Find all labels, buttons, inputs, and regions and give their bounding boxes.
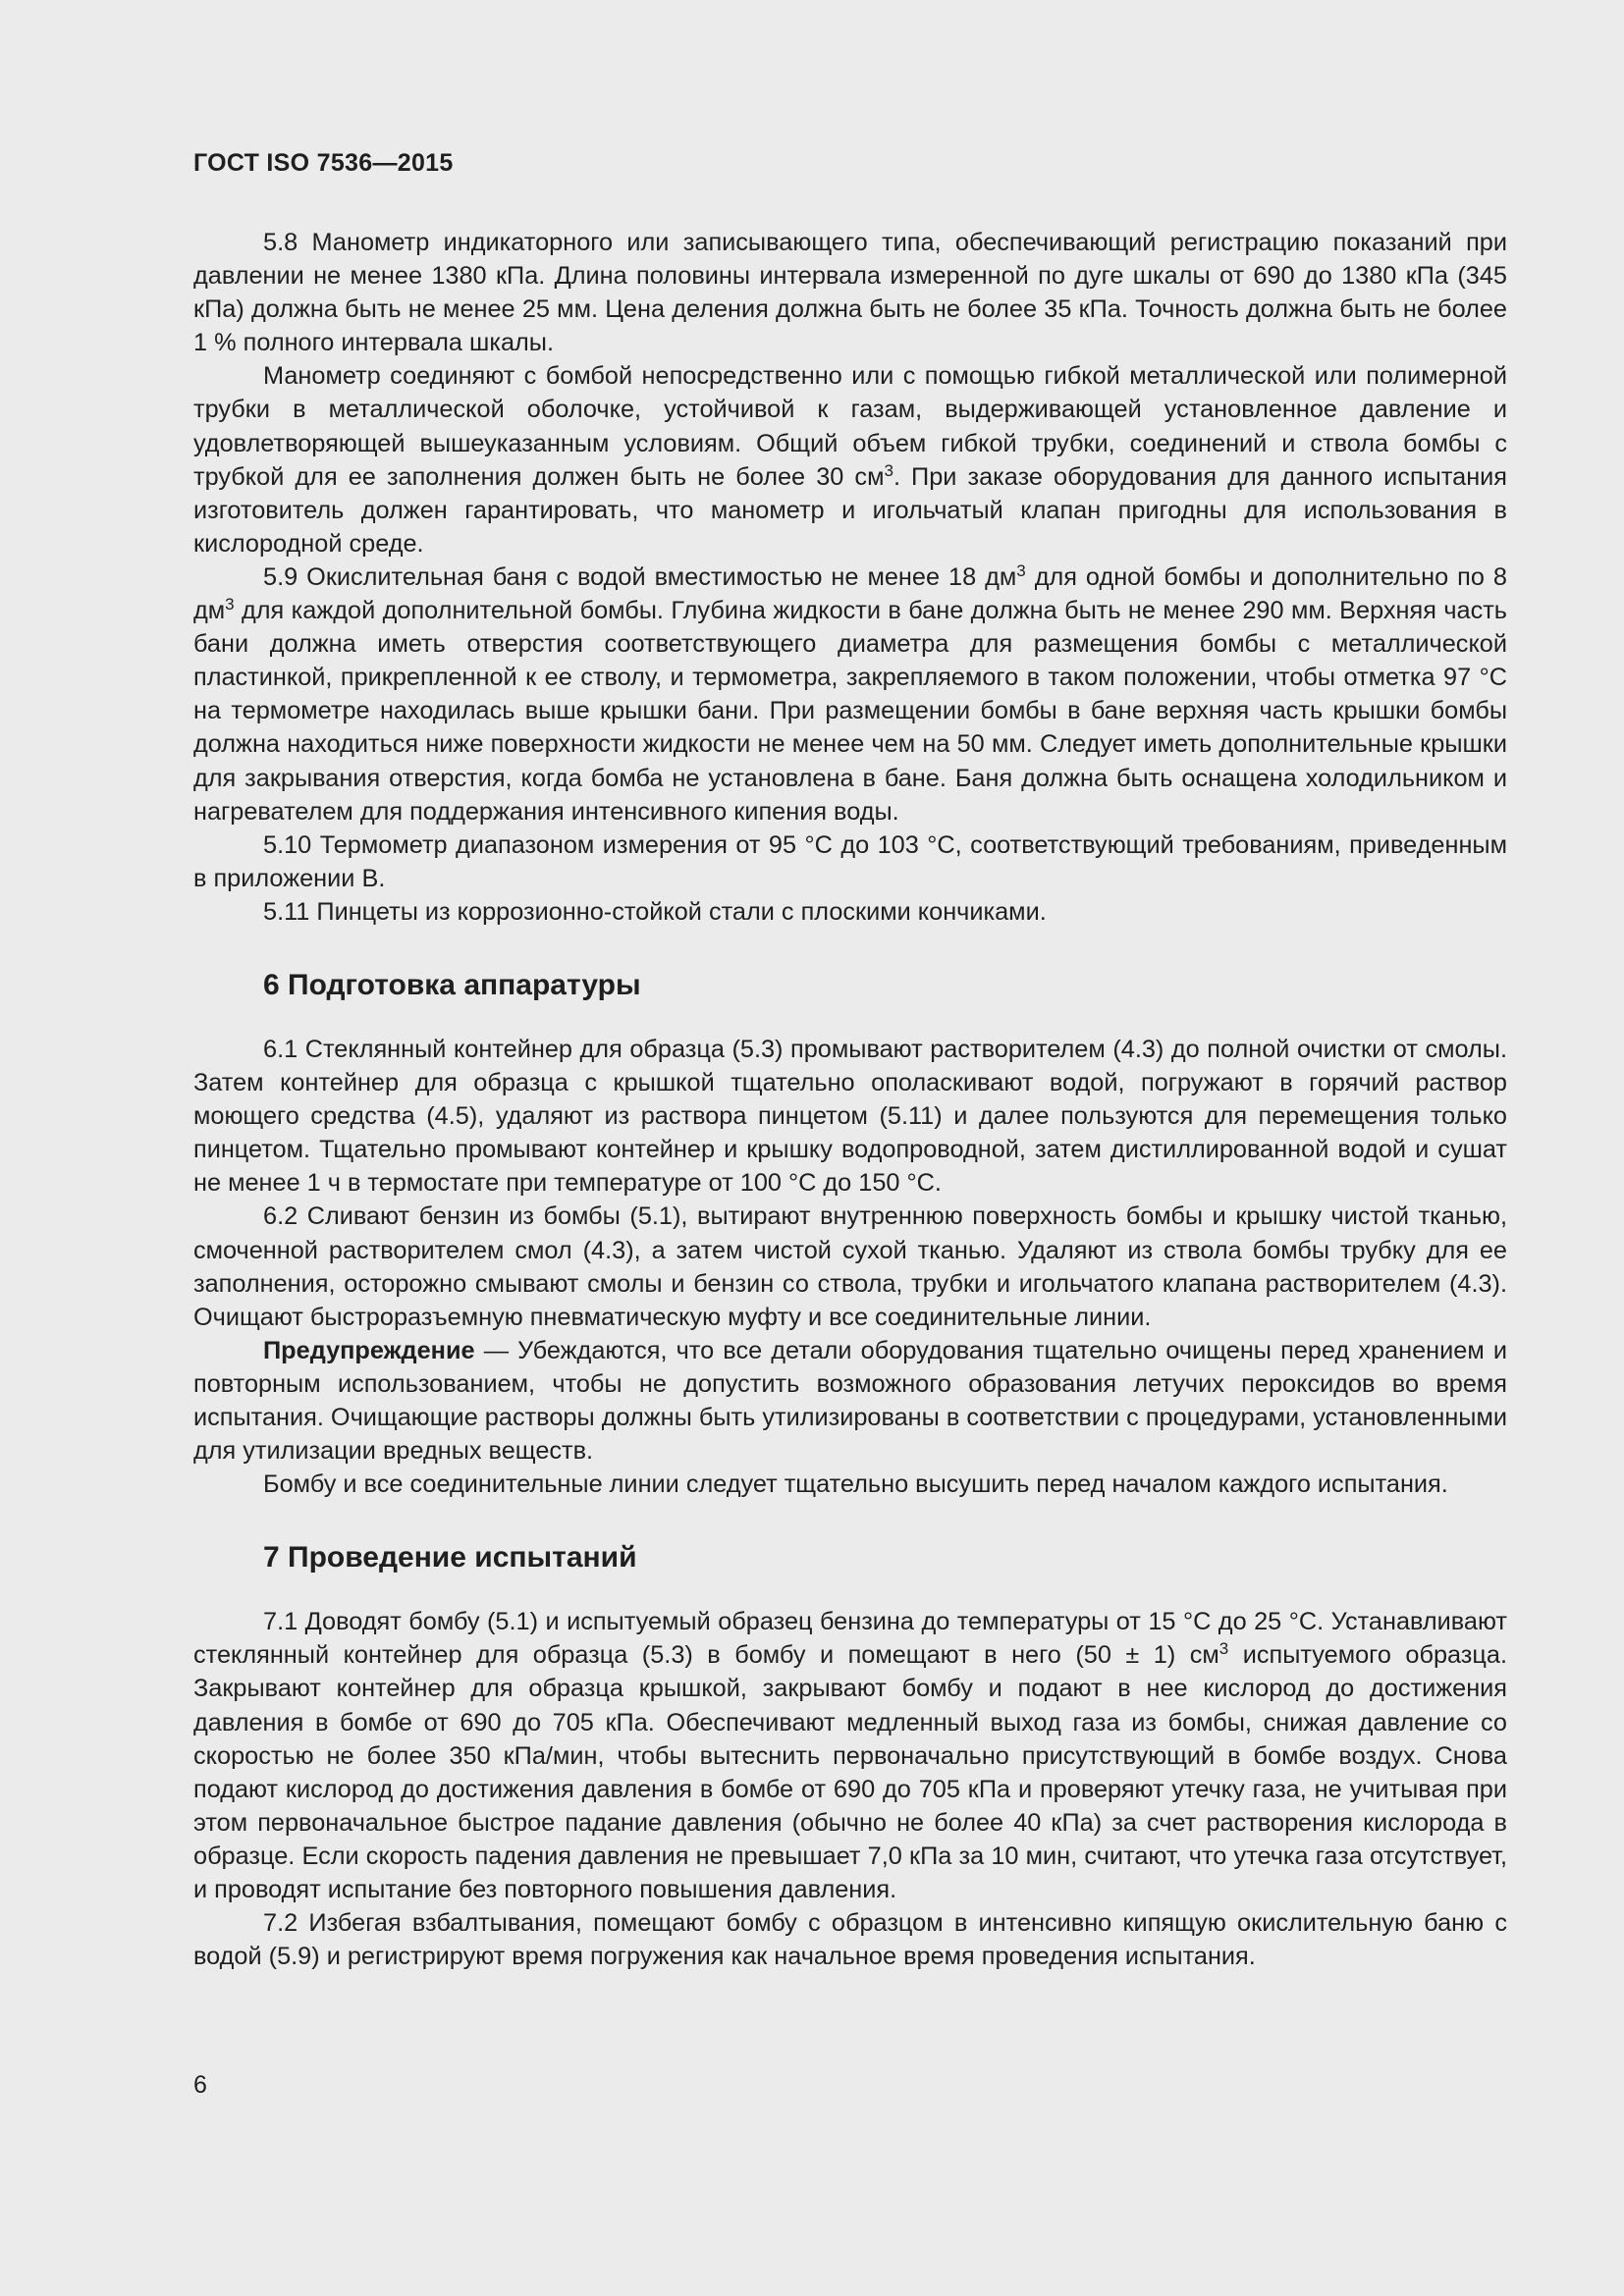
paragraph-7-1 (193, 1605, 1507, 1906)
superscript: 3 (884, 460, 893, 480)
text-run: 7.1 Доводят бомбу (5.1) и испытуемый образец бензина до температуры от 15 °С до 25 °С. Устанавливают стеклянный контейнер для образца (5.3) в бомбу и помещают в него (50 ± 1) см (193, 1608, 1507, 1670)
paragraph-5-8: 5.8 Манометр индикаторного или записывающего типа, обеспечивающий регистрацию показаний при давлении не менее 1380 кПа. Длина половины интервала измеренной по дуге шкалы от 690 до 1380 кПа (345 кПа) должна быть не менее 25 мм. Цена деления должна быть не более 35 кПа. Точность должна быть не более 1 % полного интервала шкалы. (193, 229, 1507, 357)
paragraph-5-11: 5.11 Пинцеты из коррозионно-стойкой стали с плоскими кончиками. (263, 897, 1047, 926)
paragraph-5-9 (193, 561, 1507, 828)
paragraph-6-drying: Бомбу и все соединительные линии следует тщательно высушить перед началом каждого испытания. (263, 1470, 1448, 1499)
text-run: 5.9 Окислительная баня с водой вместимостью не менее 18 дм (263, 562, 1017, 591)
superscript: 3 (1218, 1639, 1229, 1659)
paragraph-6-1: 6.1 Стеклянный контейнер для образца (5.3) промывают растворителем (4.3) до полной очистки от смолы. Затем контейнер для образца с крышкой тщательно ополаскивают водой, погружают в горячий раствор моющего средства (4.5), удаляют из раствора пинцетом (5.11) и далее пользуются для перемещения только пинцетом. Тщательно промывают контейнер и крышку водопроводной, затем дистиллированной водой и сушат не менее 1 ч в термостате при температуре от 100 °С до 150 °С. (193, 1035, 1507, 1198)
warning-paragraph (193, 1334, 1507, 1468)
warning-text: — Убеждаются, что все детали оборудования тщательно очищены перед хранением и повторным использованием, чтобы не допустить возможного образования летучих пероксидов во время испытания. Очищающие растворы должны быть утилизированы в соответствии с процедурами, установленными для утилизации вредных веществ. (193, 1336, 1507, 1466)
text-run: для каждой дополнительной бомбы. Глубина жидкости в бане должна быть не менее 290 мм. Верхняя часть бани должна иметь отверстия соответствующего диаметра для размещения бомбы с металлической пластинкой, прикрепленной к ее стволу, и термометра, закрепляемого в таком положении, чтобы отметка 97 °С на термометре находилась выше крышки бани. При размещении бомбы в бане верхняя часть крышки бомбы должна находиться ниже поверхности жидкости не менее чем на 50 мм. Следует иметь дополнительные крышки для закрывания отверстия, когда бомба не установлена в бане. Баня должна быть оснащена холодильником и нагревателем для поддержания интенсивного кипения воды. (193, 597, 1507, 826)
paragraph-5-8-manometer-connection (193, 359, 1507, 561)
text-run: испытуемого образца. Закрывают контейнер для образца крышкой, закрывают бомбу и подают в нее кислород до достижения давления в бомбе от 690 до 705 кПа. Обеспечивают медленный выход газа из бомбы, снижая давление со скоростью не более 350 кПа/мин, чтобы вытеснить первоначально присутствующий в бомбе воздух. Снова подают кислород до достижения давления в бомбе от 690 до 705 кПа и проверяют утечку газа, не учитывая при этом первоначальное быстрое падание давления (обычно не более 40 кПа) за счет растворения кислорода в образце. Если скорость падения давления не превышает 7,0 кПа за 10 мин, считают, что утечка газа отсутствует, и проводят испытание без повторного повышения давления. (193, 1641, 1507, 1904)
superscript: 3 (1016, 561, 1026, 580)
document-header: ГОСТ ISO 7536—2015 (193, 149, 454, 177)
text-run: . При заказе оборудования для данного испытания изготовитель должен гарантировать, что манометр и игольчатый клапан пригодны для использования в кислородной среде. (193, 462, 1507, 558)
text-run: Манометр соединяют с бомбой непосредственно или с помощью гибкой металлической или полимерной трубки в металлической оболочке, устойчивой к газам, выдерживающей установленное давление и удовлетворяющей вышеуказанным условиям. Общий объем гибкой трубки, соединений и ствола бомбы с трубкой для ее заполнения должен быть не более 30 см (193, 362, 1507, 491)
document-body (193, 226, 1507, 1973)
paragraph-7-2: 7.2 Избегая взбалтывания, помещают бомбу с образцом в интенсивно кипящую окислительную баню с водой (5.9) и регистрируют время погружения как начальное время проведения испытания. (193, 1909, 1507, 1971)
section-7-heading: 7 Проведение испытаний (263, 1541, 637, 1575)
warning-label: Предупреждение (263, 1336, 475, 1364)
text-run: для одной бомбы и дополнительно по 8 дм (193, 562, 1507, 625)
superscript: 3 (225, 595, 235, 614)
page-number: 6 (193, 2071, 207, 2099)
paragraph-6-2: 6.2 Сливают бензин из бомбы (5.1), вытирают внутреннюю поверхность бомбы и крышку чистой тканью, смоченной растворителем смол (4.3), а затем чистой сухой тканью. Удаляют из ствола бомбы трубку для ее заполнения, осторожно смывают смолы и бензин со ствола, трубки и игольчатого клапана растворителем (4.3). Очищают быстроразъемную пневматическую муфту и все соединительные линии. (193, 1202, 1507, 1331)
section-6-heading: 6 Подготовка аппаратуры (263, 968, 641, 1001)
paragraph-5-10: 5.10 Термометр диапазоном измерения от 95 °С до 103 °С, соответствующий требованиям, приведенным в приложении В. (193, 830, 1507, 892)
